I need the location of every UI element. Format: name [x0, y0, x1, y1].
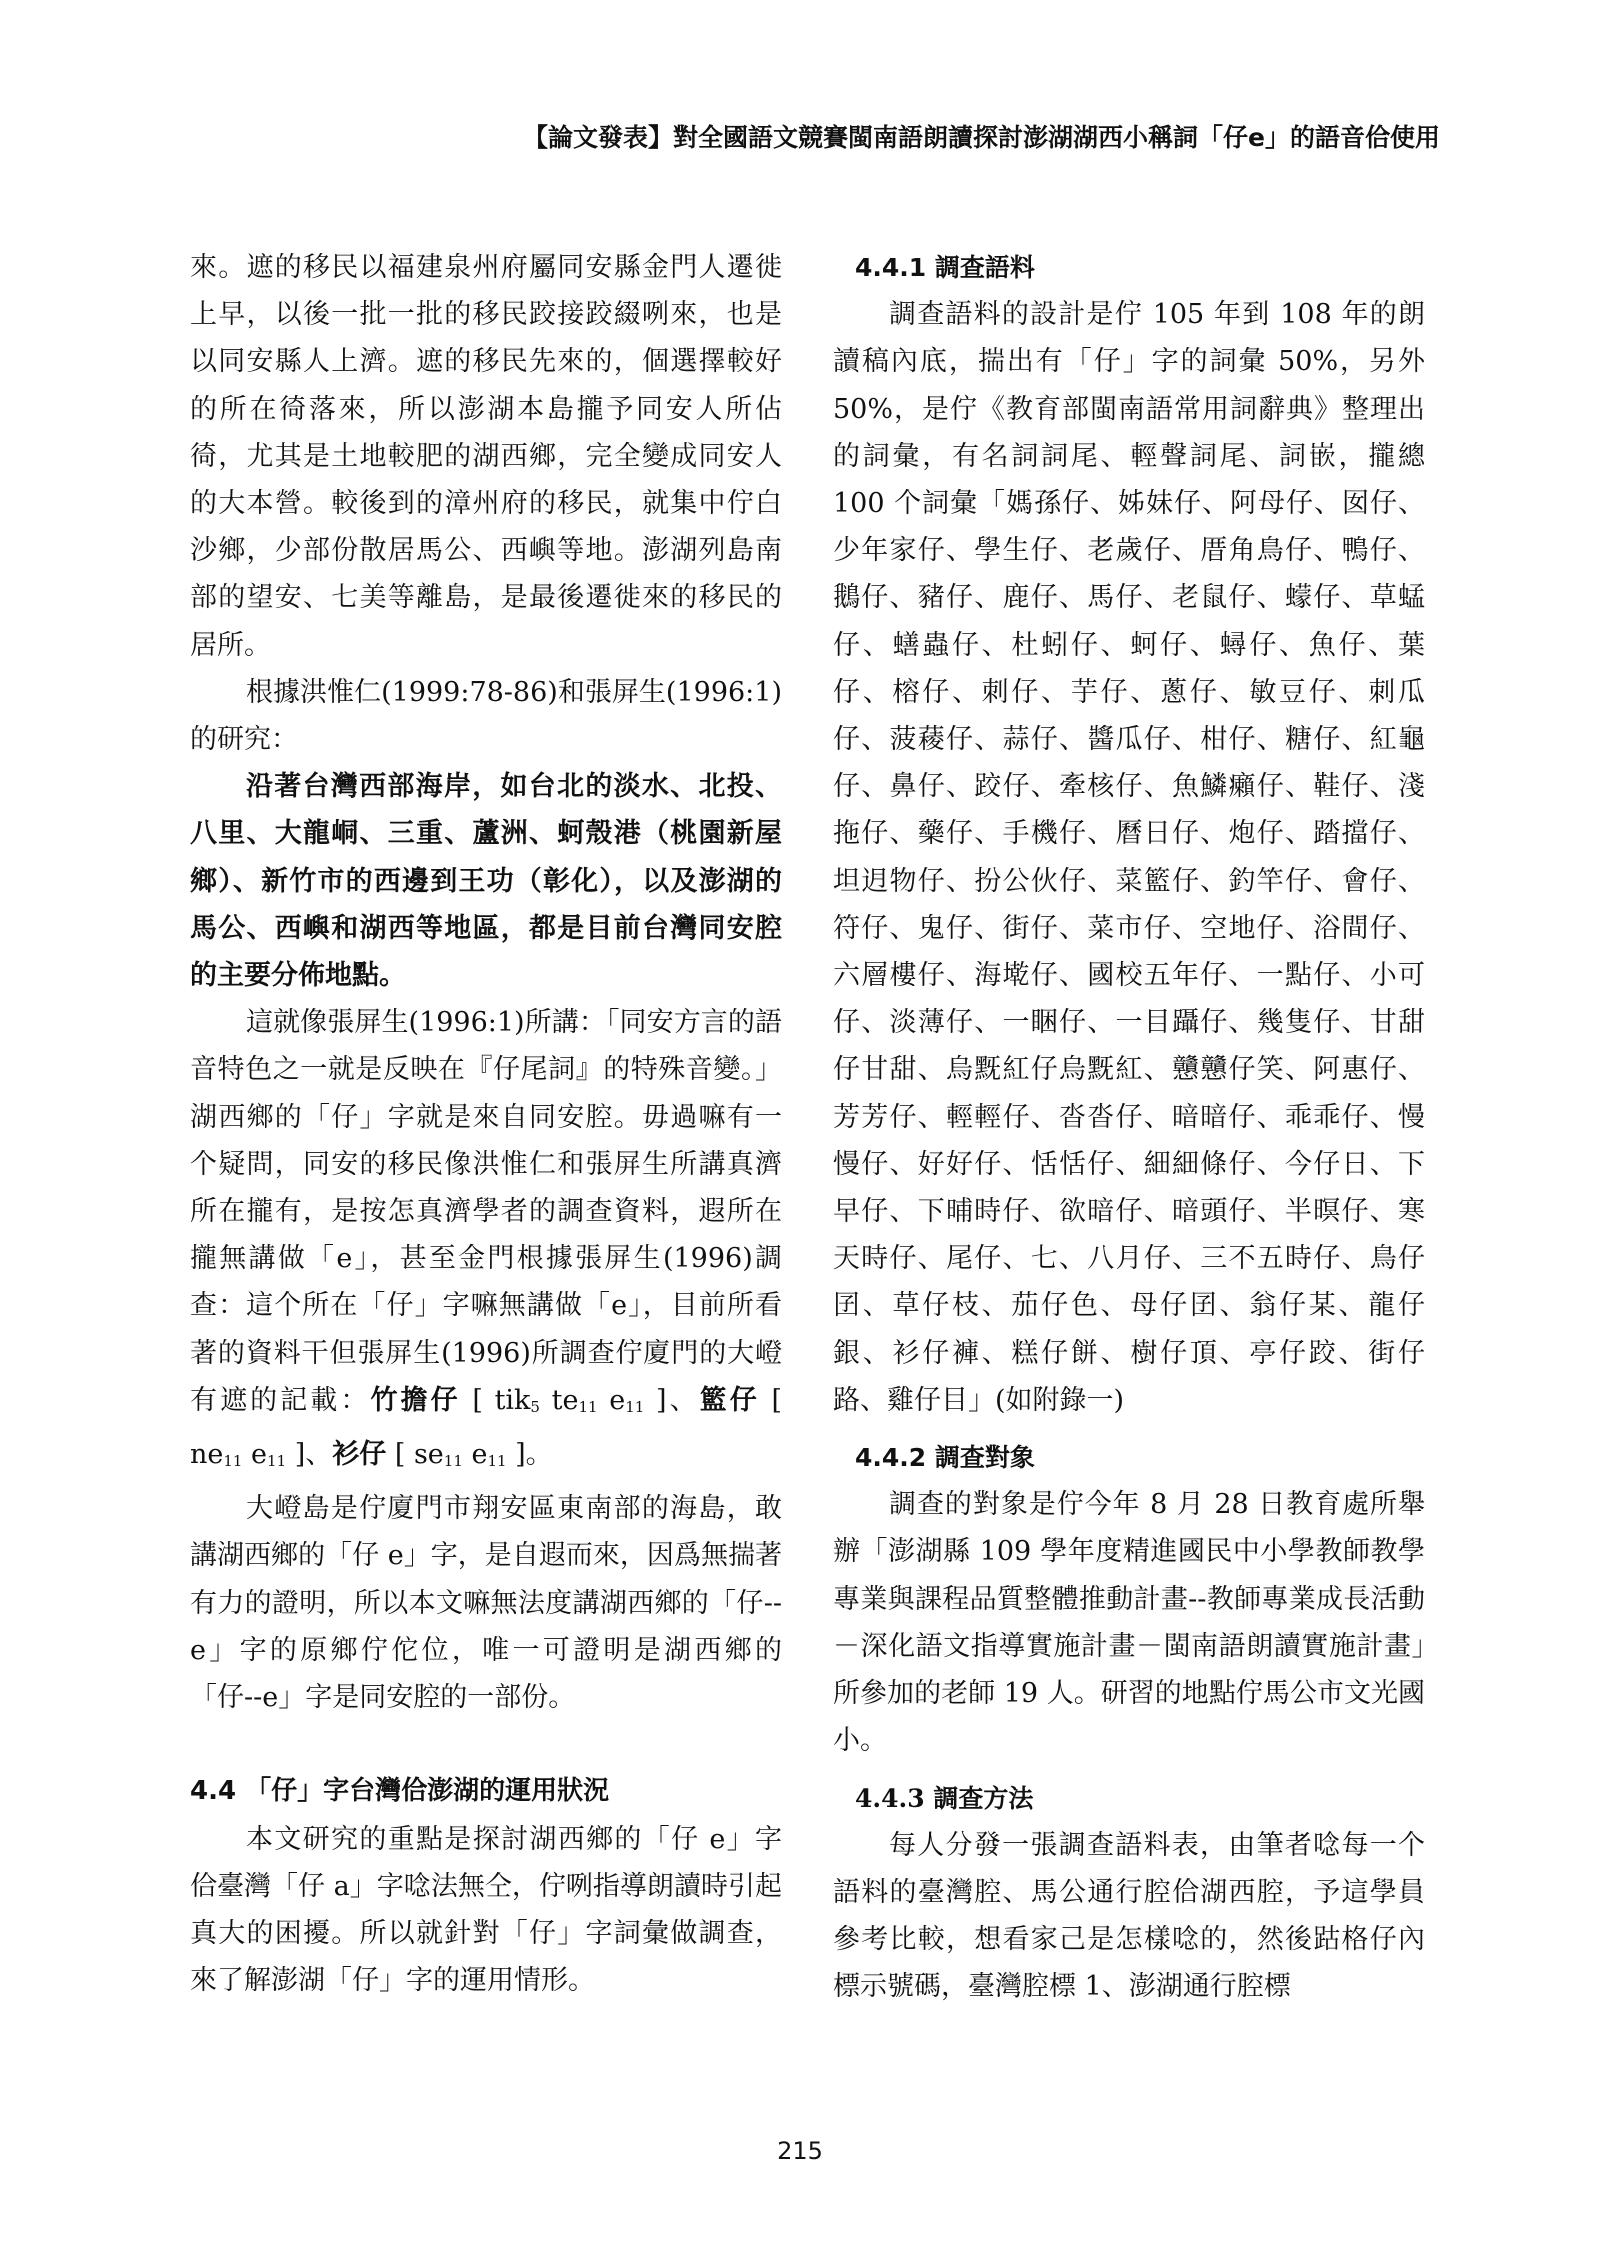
tone: 11 [578, 1397, 598, 1416]
ipa: e [242, 1439, 268, 1471]
example-3-word: 衫仔 [332, 1439, 387, 1471]
section-heading-4-4 [190, 1768, 782, 1815]
tone: 11 [443, 1452, 463, 1471]
tone: 11 [625, 1397, 645, 1416]
ipa: ne [190, 1439, 224, 1471]
subsection-heading-4-4-2: 4.4.2 調查對象 [855, 1443, 1035, 1473]
paragraph-zhang-text: 這就像張屏生(1996:1)所講：「同安方言的語音特色之一就是反映在『仔尾詞』的特殊音變。」湖西鄉的「仔」字就是來自同安腔。毋過嘛有一个疑問，同安的移民像洪惟仁和張屏生所講真濟所在攏有，是按怎真濟學者的調查資料，遐所在攏無講做「e」，甚至金門根據張屏生(1996)調查：這个所在「仔」字嘛無講做「e」，目前所看著的資料干但張屏生(1996)所調查佇廈門的大嶝有遮的記載： [190, 1007, 782, 1416]
section-number: 4.4 [190, 1776, 237, 1807]
paragraph-dadeng-island: 大嶝島是佇廈門市翔安區東南部的海島，敢講湖西鄉的「仔 e」字，是自遐而來，因爲無揣著有力的證明，所以本文嘛無法度講湖西鄉的「仔--e」字的原鄉佇佗位，唯一可證明是湖西鄉的「仔--e」字是同安腔的一部份。 [190, 1493, 782, 1714]
spacer [833, 1424, 1425, 1434]
example-1-word: 竹擔仔 [370, 1384, 461, 1416]
example-2: 籃仔 [ $ne_{11}$ $e_{11}$ ]、 [190, 1384, 783, 1471]
paragraph-migration-history: 來。遮的移民以福建泉州府屬同安縣金門人遷徙上早，以後一批一批的移民跤接跤綴咧來，也是以同安縣人上濟。遮的移民先來的，個選擇較好的所在徛落來，所以澎湖本島攏予同安人所佔徛，尤其是土地較肥的湖西鄉，完全變成同安人的大本營。較後到的漳州府的移民，就集中佇白沙鄉，少部份散居馬公、西嶼等地。澎湖列島南部的望安、七美等離島，是最後遷徙來的移民的居所。 [190, 252, 782, 661]
ipa: e [462, 1439, 488, 1471]
tone: 11 [267, 1452, 287, 1471]
subsection-heading-4-4-1: 4.4.1 調查語料 [855, 253, 1035, 282]
ipa: e [597, 1384, 626, 1416]
tone: 11 [487, 1452, 507, 1471]
example-1: 竹擔仔 [ tik$_5$ $te_{11}$ $e_{11}$ ]、 [370, 1384, 700, 1416]
example-3: 衫仔 [ $se_{11}$ $e_{11}$ ]。 [332, 1439, 553, 1471]
paragraph-research-focus: 本文研究的重點是探討湖西鄉的「仔 e」字佮臺灣「仔 a」字唸法無仝，佇咧指導朗讀時引起真大的困擾。所以就針對「仔」字詞彙做調查，來了解澎湖「仔」字的運用情形。 [190, 1823, 782, 1997]
subsection-heading-4-4-3 [833, 1775, 1425, 1822]
section-title: 「仔」字台灣佮澎湖的運用狀況 [245, 1776, 610, 1807]
spacer [190, 1721, 782, 1768]
block-quote-distribution: 沿著台灣西部海岸，如台北的淡水、北投、八里、大龍峒、三重、蘆洲、蚵殼港（桃園新屋鄉）、新竹市的西邊到王功（彰化），以及澎湖的馬公、西嶼和湖西等地區，都是目前台灣同安腔的主要分佈地點。 [190, 771, 782, 992]
subsection-number: 4.4.3 [855, 1783, 925, 1813]
left-column [190, 244, 782, 2004]
ipa: te [539, 1384, 579, 1416]
right-column [833, 244, 1425, 2011]
page-number: 215 [777, 2137, 823, 2165]
ipa: se [413, 1439, 444, 1471]
paragraph-survey-method: 每人分發一張調查語料表，由筆者唸每一个語料的臺灣腔、馬公通行腔佮湖西腔，予這學員參考比較，想看家己是怎樣唸的，然後跍格仔內標示號碼，臺灣腔標 1、澎湖通行腔標 [833, 1829, 1425, 2003]
running-header: 【論文發表】對全國語文競賽閩南語朗讀探討澎湖湖西小稱詞「仔e」的語音佮使用 [523, 123, 1440, 152]
subsection-title: 調查方法 [933, 1783, 1034, 1813]
example-2-word: 籃仔 [699, 1384, 760, 1416]
paragraph-citation-intro: 根據洪惟仁(1999:78-86)和張屏生(1996:1)的研究： [190, 676, 782, 756]
paragraph-zhang-findings [190, 999, 782, 1485]
paragraph-survey-corpus: 調查語料的設計是佇 105 年到 108 年的朗讀稿內底，揣出有「仔」字的詞彙 50%，另外 50%，是佇《教育部閩南語常用詞辭典》整理出的詞彙，有名詞詞尾、輕聲詞尾、詞嵌，攏總 100 个詞彙「媽孫仔、姊妹仔、阿母仔、囡仔、少年家仔、學生仔、老歲仔、厝角鳥仔、鴨仔、鵝仔、豬仔、鹿仔、馬仔、老鼠仔、蠓仔、草蜢仔、蟮蟲仔、杜蚓仔、蚵仔、蟳仔、魚仔、葉仔、榕仔、刺仔、芋仔、蔥仔、敏豆仔、刺瓜仔、菠薐仔、蒜仔、醬瓜仔、柑仔、糖仔、紅龜仔、鼻仔、跤仔、牽核仔、魚鱗癩仔、鞋仔、淺拖仔、藥仔、手機仔、曆日仔、炮仔、踏擋仔、坦迌物仔、扮公伙仔、菜籃仔、釣竿仔、會仔、符仔、鬼仔、街仔、菜市仔、空地仔、浴間仔、六層樓仔、海墘仔、國校五年仔、一點仔、小可仔、淡薄仔、一睏仔、一目躡仔、幾隻仔、甘甜仔甘甜、烏黖紅仔烏黖紅、戇戇仔笑、阿惠仔、芳芳仔、輕輕仔、沓沓仔、暗暗仔、乖乖仔、慢慢仔、好好仔、恬恬仔、細細條仔、今仔日、下早仔、下晡時仔、欲暗仔、暗頭仔、半暝仔、寒天時仔、尾仔、七、八月仔、三不五時仔、鳥仔囝、草仔枝、茄仔色、母仔囝、翁仔某、龍仔銀、衫仔褲、糕仔餅、樹仔頂、亭仔跤、街仔路、雞仔目」(如附錄一) [833, 299, 1425, 1416]
tone: 5 [530, 1397, 540, 1416]
paragraph-survey-subjects: 調查的對象是佇今年 8 月 28 日教育處所舉辦「澎湖縣 109 學年度精進國民中小學教師教學專業與課程品質整體推動計畫--教師專業成長活動－深化語文指導實施計畫－閩南語朗讀實施計畫」所參加的老師 19 人。研習的地點佇馬公市文光國小。 [833, 1489, 1425, 1757]
ipa: tik [494, 1384, 531, 1416]
spacer [833, 1765, 1425, 1775]
tone: 11 [223, 1452, 243, 1471]
